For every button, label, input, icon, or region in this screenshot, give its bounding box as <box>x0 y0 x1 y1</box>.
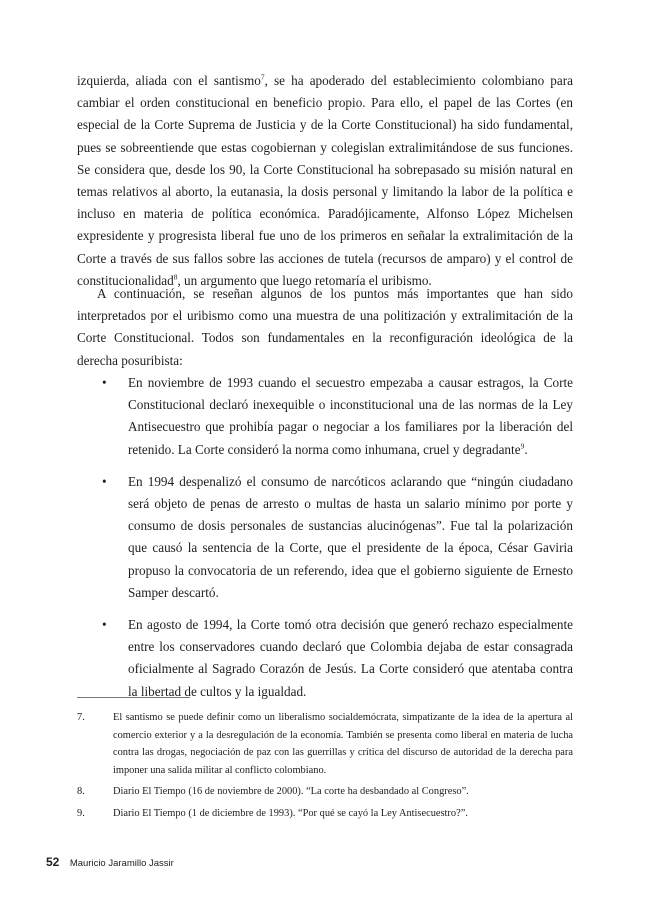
bullet-text: En noviembre de 1993 cuando el secuestro empezaba a causar estragos, la Corte Constitucional declaró inexequible o inconstitucional una de las normas de la Ley Antisecuestro que prohibía pagar o negociar a los familiares por la liberación del retenido. La Corte consideró la norma como inhumana, cruel y degradante <box>128 375 573 457</box>
page-footer <box>46 853 174 871</box>
footnote-text: Diario El Tiempo (1 de diciembre de 1993). “Por qué se cayó la Ley Antisecuestro?”. <box>113 807 468 819</box>
footnote-divider <box>77 697 190 698</box>
footnote-number: 7. <box>77 712 85 723</box>
bullet-text: En agosto de 1994, la Corte tomó otra decisión que generó rechazo especialmente entre los conservadores cuando declaró que Colombia dejaba de estar consagrada oficialmente al Sagrado Corazón de Jesús. La Corte consideró que atentaba contra la libertad de cultos y la igualdad. <box>128 617 573 699</box>
page-number: 52 <box>46 855 60 869</box>
bullet-text: . <box>524 441 528 457</box>
body-paragraph-2: A continuación, se reseñan algunos de los puntos más importantes que han sido interpretados por el uribismo como una muestra de una politización y extralimitación de la Corte Constitucional. Todos son fundamentales en la reconfiguración ideológica de la derecha posuribista: <box>77 286 573 368</box>
running-footer-author: Mauricio Jaramillo Jassir <box>69 858 174 869</box>
bullet-marker: • <box>102 617 107 633</box>
footnotes <box>77 709 573 827</box>
bullet-item <box>77 372 573 461</box>
footnote-ref-9[interactable]: 9 <box>520 441 525 451</box>
paragraph-text: , un argumento que luego retomaría el uribismo. <box>177 272 432 288</box>
paragraph-text: , se ha apoderado del establecimiento colombiano para cambiar el orden constitucional en beneficio propio. Para ello, el papel de las Cortes (en especial de la Corte Suprema de Justicia y de la Corte Constitucional) ha sido fundamental, pues se sobreentiende que estas cogobiernan y colegislan extralimitándose de sus funciones. Se considera que, desde los 90, la Corte Constitucional ha sobrepasado su misión natural en temas relativos al aborto, la eutanasia, la dosis personal y limitando la labor de la política e incluso en materia de política económica. Paradójicamente, Alfonso López Michelsen expresidente y progresista liberal fue uno de los primeros en señalar la extralimitación de la Corte a través de sus fallos sobre las acciones de tutela (recursos de amparo) y el control de constitucionalidad <box>77 73 573 288</box>
footnote-number: 8. <box>77 786 85 798</box>
footnote-item <box>77 783 573 801</box>
bullet-marker: • <box>102 473 107 489</box>
footnote-item <box>77 805 573 823</box>
bullet-marker: • <box>102 375 107 390</box>
paragraph-text: izquierda, aliada con el santismo <box>77 73 261 88</box>
bullet-item <box>77 614 573 703</box>
bullet-text: En 1994 despenalizó el consumo de narcóticos aclarando que “ningún ciudadano será objeto de penas de arresto o multas de hasta un salario mínimo por porte y consumo de dosis personales de sustancias alucinógenas”. Fue tal la polarización que causó la sentencia de la Corte, que el presidente de la época, César Gaviria propuso la convocatoria de un referendo, idea que el gobierno siguiente de Ernesto Samper descartó. <box>128 473 573 600</box>
body-paragraph-1 <box>77 70 573 292</box>
footnote-number: 9. <box>77 807 85 819</box>
footnote-text: El santismo se puede definir como un liberalismo socialdemócrata, simpatizante de la idea de la apertura al comercio exterior y a la desregulación de la economía. También se presenta como liberal en materia de lucha contra las drogas, negociación de paz con las guerrillas y crítica del discurso de autoridad de la derecha para imponer una salida militar al conflicto colombiano. <box>113 712 573 776</box>
footnote-item <box>77 709 573 779</box>
footnote-text: Diario El Tiempo (16 de noviembre de 2000). “La corte ha desbandado al Congreso”. <box>113 786 469 798</box>
footnote-ref-7[interactable]: 7 <box>260 72 265 82</box>
bullet-item <box>77 471 573 604</box>
bullet-list <box>77 372 573 713</box>
footnote-ref-8[interactable]: 8 <box>173 272 178 282</box>
